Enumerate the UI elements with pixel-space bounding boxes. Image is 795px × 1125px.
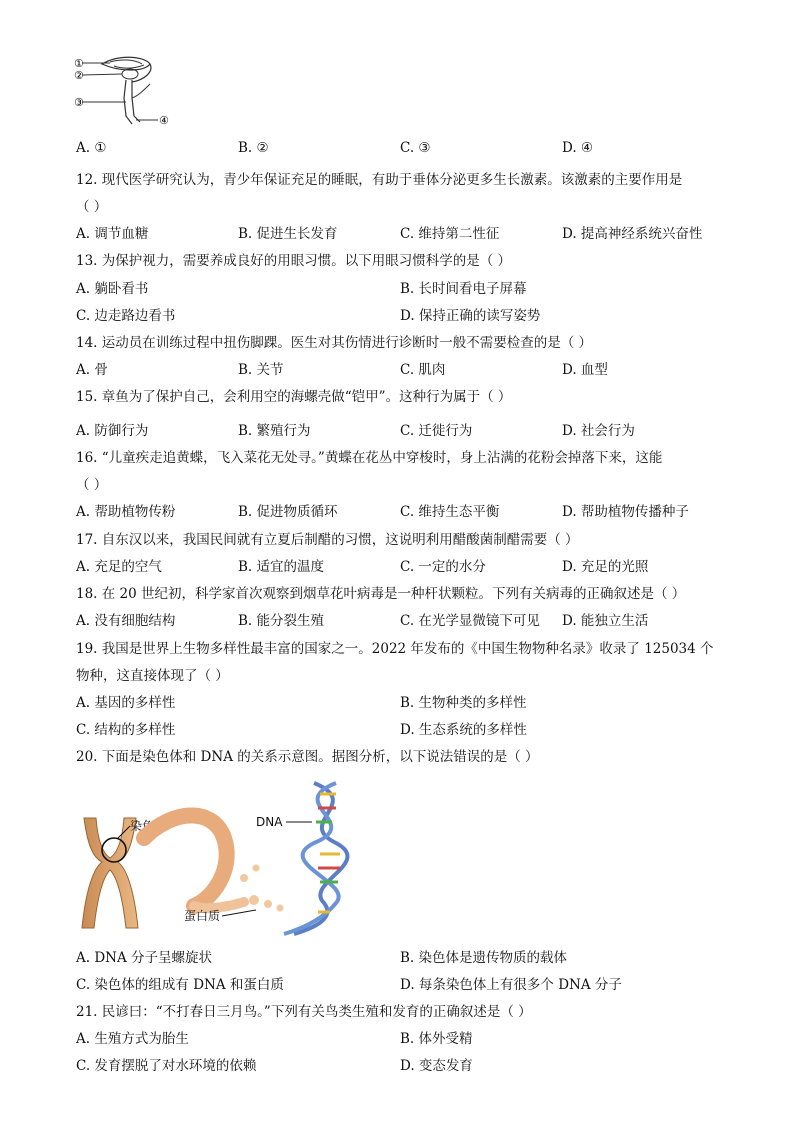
q15-option-c: C. 迁徙行为: [400, 423, 473, 439]
q12-option-b: B. 促进生长发育: [238, 226, 338, 242]
q11-option-a: A. ①: [76, 140, 107, 156]
q14-stem: 14. 运动员在训练过程中扭伤脚踝。医生对其伤情进行诊断时一般不需要检查的是（ ）: [76, 335, 593, 351]
q21-option-d: D. 变态发育: [400, 1058, 473, 1074]
fig-label-1: ①: [74, 57, 84, 70]
q20-option-c: C. 染色体的组成有 DNA 和蛋白质: [76, 977, 284, 993]
brain-nerve-diagram: [74, 50, 184, 135]
q16-stem-line1: 16. “儿童疾走追黄蝶，飞入菜花无处寻。”黄蝶在花丛中穿梭时，身上沾满的花粉会掉落下来，这能: [76, 450, 663, 466]
q17-option-d: D. 充足的光照: [562, 559, 649, 575]
q16-option-b: B. 促进物质循环: [238, 504, 338, 520]
fig-label-4: ④: [159, 114, 169, 127]
q12-option-a: A. 调节血糖: [76, 226, 149, 242]
q18-option-d: D. 能独立生活: [562, 613, 649, 629]
q15-option-d: D. 社会行为: [562, 423, 635, 439]
q13-option-a: A. 躺卧看书: [76, 281, 149, 297]
q13-option-d: D. 保持正确的读写姿势: [400, 308, 541, 324]
q16-option-a: A. 帮助植物传粉: [76, 504, 176, 520]
label-protein: 蛋白质: [184, 909, 221, 923]
q18-option-c: C. 在光学显微镜下可见: [400, 613, 540, 629]
q14-option-c: C. 肌肉: [400, 362, 446, 378]
q16-stem-line2: （ ）: [76, 477, 108, 493]
q11-option-b: B. ②: [238, 140, 269, 156]
fig-label-2: ②: [74, 69, 84, 82]
q17-stem: 17. 自东汉以来，我国民间就有立夏后制醋的习惯，这说明利用醋酸菌制醋需要（ ）: [76, 532, 579, 548]
q21-option-a: A. 生殖方式为胎生: [76, 1031, 189, 1047]
q19-stem-line2: 物种，这直接体现了（ ）: [76, 668, 229, 684]
q14-option-a: A. 骨: [76, 362, 108, 378]
q19-stem-line1: 19. 我国是世界上生物多样性最丰富的国家之一。2022 年发布的《中国生物物种名录》收录了 125034 个: [76, 641, 714, 657]
q16-option-d: D. 帮助植物传播种子: [562, 504, 689, 520]
q15-option-a: A. 防御行为: [76, 423, 149, 439]
q16-option-c: C. 维持生态平衡: [400, 504, 500, 520]
q13-option-b: B. 长时间看电子屏幕: [400, 281, 527, 297]
q20-stem: 20. 下面是染色体和 DNA 的关系示意图。据图分析，以下说法错误的是（ ）: [76, 749, 539, 765]
q21-stem: 21. 民谚曰：“不打春日三月鸟。”下列有关鸟类生殖和发育的正确叙述是（ ）: [76, 1004, 532, 1020]
q13-option-c: C. 边走路边看书: [76, 308, 176, 324]
q18-option-a: A. 没有细胞结构: [76, 613, 176, 629]
q15-option-b: B. 繁殖行为: [238, 423, 311, 439]
q19-option-a: A. 基因的多样性: [76, 695, 176, 711]
q13-stem: 13. 为保护视力，需要养成良好的用眼习惯。以下用眼习惯科学的是（ ）: [76, 253, 512, 269]
q18-option-b: B. 能分裂生殖: [238, 613, 325, 629]
chromosome-dna-figure: [74, 778, 374, 940]
q20-option-a: A. DNA 分子呈螺旋状: [76, 950, 213, 966]
q20-option-d: D. 每条染色体上有很多个 DNA 分子: [400, 977, 622, 993]
chromosome-dna-diagram: [74, 778, 374, 936]
q14-option-d: D. 血型: [562, 362, 608, 378]
q21-option-b: B. 体外受精: [400, 1031, 473, 1047]
q14-option-b: B. 关节: [238, 362, 284, 378]
q11-option-c: C. ③: [400, 140, 431, 156]
q11-option-d: D. ④: [562, 140, 594, 156]
q19-option-b: B. 生物种类的多样性: [400, 695, 527, 711]
q12-stem-line1: 12. 现代医学研究认为，青少年保证充足的睡眠，有助于垂体分泌更多生长激素。该激素的主要作用是: [76, 172, 683, 188]
q12-option-c: C. 维持第二性征: [400, 226, 500, 242]
q12-stem-line2: （ ）: [76, 199, 108, 215]
q17-option-a: A. 充足的空气: [76, 559, 162, 575]
q19-option-c: C. 结构的多样性: [76, 722, 176, 738]
q19-option-d: D. 生态系统的多样性: [400, 722, 527, 738]
q18-stem: 18. 在 20 世纪初，科学家首次观察到烟草花叶病毒是一种杆状颗粒。下列有关病毒的正确叙述是（ ）: [76, 586, 686, 602]
q17-option-b: B. 适宜的温度: [238, 559, 325, 575]
fig-label-3: ③: [74, 96, 84, 109]
label-dna: DNA: [256, 815, 283, 829]
q15-stem: 15. 章鱼为了保护自己，会利用空的海螺壳做“铠甲”。这种行为属于（ ）: [76, 389, 512, 405]
q21-option-c: C. 发育摆脱了对水环境的依赖: [76, 1058, 257, 1074]
q17-option-c: C. 一定的水分: [400, 559, 486, 575]
q12-option-d: D. 提高神经系统兴奋性: [562, 226, 703, 242]
q20-option-b: B. 染色体是遗传物质的载体: [400, 950, 568, 966]
label-chromosome: 染色体: [130, 819, 167, 833]
q11-figure: [74, 50, 184, 139]
